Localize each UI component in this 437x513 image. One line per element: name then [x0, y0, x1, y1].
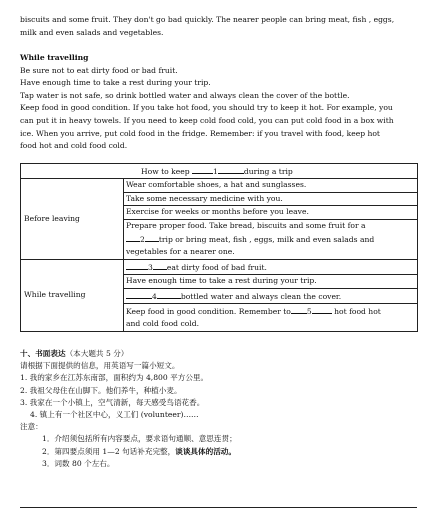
before-leaving-cell [124, 179, 418, 259]
row-label-travelling: While travelling [21, 259, 124, 331]
text-line: Be sure not to eat dirty food or bad fruit. [20, 65, 178, 75]
writing-section [20, 348, 237, 470]
table-header-cell [21, 164, 418, 179]
note-item: 1．介绍须包括所有内容要点，要求语句通顺、意思连贯； [42, 434, 237, 444]
summary-table [20, 163, 418, 332]
list-item: 3. 我家在一个小镇上，空气清新，每天感受鸟语花香。 [20, 397, 205, 407]
answer-blank [126, 232, 140, 242]
table-row [21, 179, 418, 259]
note-item: 3．词数 80 个左右。 [42, 458, 115, 468]
answer-line [20, 507, 417, 508]
notes-title: 注意： [20, 422, 43, 432]
row-label-before: Before leaving [21, 179, 124, 259]
blank-number: 3 [148, 262, 153, 272]
section-heading: While travelling [20, 53, 89, 62]
list-item: 2. 我祖父母住在山脚下。他们养牛，种植小麦。 [20, 385, 182, 395]
text-line: can put it in heavy towels. If you need to keep cold food cold, you can put cold food in a box with [20, 115, 394, 125]
intro-paragraph [20, 14, 420, 39]
while-travelling-cell [124, 259, 418, 331]
travelling-section [20, 52, 420, 153]
text-line: milk and even salads and vegetables. [20, 27, 164, 37]
text-line: food hot and cold food cold. [20, 141, 128, 151]
section-title: 十、书面表达（本大题共 5 分） [20, 349, 129, 358]
blank-number: 5 [306, 307, 312, 317]
text-line: biscuits and some fruit. They don't go bad quickly. The nearer people can bring meat, fish , eggs, [20, 15, 395, 24]
list-item: Keep food in good condition. Remember to 5 hot food hot and cold food cold. [124, 304, 417, 331]
list-item: 1. 我的家乡在江苏东南部，面积约为 4,800 平方公里。 [20, 373, 209, 383]
answer-blank [312, 304, 332, 314]
table-header-row [21, 164, 418, 179]
list-item: Prepare proper food. Take bread, biscuits and some fruit for a 2 trip or bring meat, fish , eggs, milk and even salads and vegetables for a nearer one. [126, 220, 375, 257]
text-line: Keep food in good condition. If you take hot food, you should try to keep it hot. For example, you [20, 103, 393, 113]
blank-number: 4 [152, 291, 157, 301]
answer-blank [218, 164, 244, 174]
note-item: 2．第四要点须用 1—2 句话补充完整，谈谈具体的活动。 [42, 446, 236, 456]
list-item: Take some necessary medicine with you. [124, 193, 417, 206]
list-item: 4 bottled water and always clean the cover. [124, 289, 417, 304]
text-line: Tap water is not safe, so drink bottled water and always clean the cover of the bottle. [20, 90, 350, 100]
list-item: Exercise for weeks or months before you leave. [124, 206, 417, 219]
answer-blank [192, 164, 213, 174]
header-text: during a trip [243, 167, 293, 176]
list-item: Have enough time to take a rest during your trip. [124, 275, 417, 288]
text-line: ice. When you arrive, put cold food in the fridge. Remember: if you travel with food, keep hot [20, 128, 380, 138]
header-text: How to keep [141, 167, 193, 176]
answer-blank [126, 260, 148, 270]
table-row [21, 259, 418, 331]
blank-number: 2 [140, 235, 145, 245]
answer-blank [145, 232, 159, 242]
list-item: Wear comfortable shoes, a hat and sunglasses. [124, 179, 417, 192]
answer-blank [291, 304, 307, 314]
blank-number: 1 [213, 167, 218, 176]
answer-blank [153, 260, 167, 270]
text-line: Have enough time to take a rest during your trip. [20, 78, 211, 88]
answer-blank [126, 289, 152, 299]
list-item: 4. 镇上有一个社区中心，义工们 (volunteer)…… [30, 410, 199, 420]
answer-blank [157, 289, 181, 299]
list-item: 3 eat dirty food of bad fruit. [124, 260, 417, 275]
writing-instruction: 请根据下面提供的信息，用英语写一篇小短文。 [20, 361, 180, 371]
